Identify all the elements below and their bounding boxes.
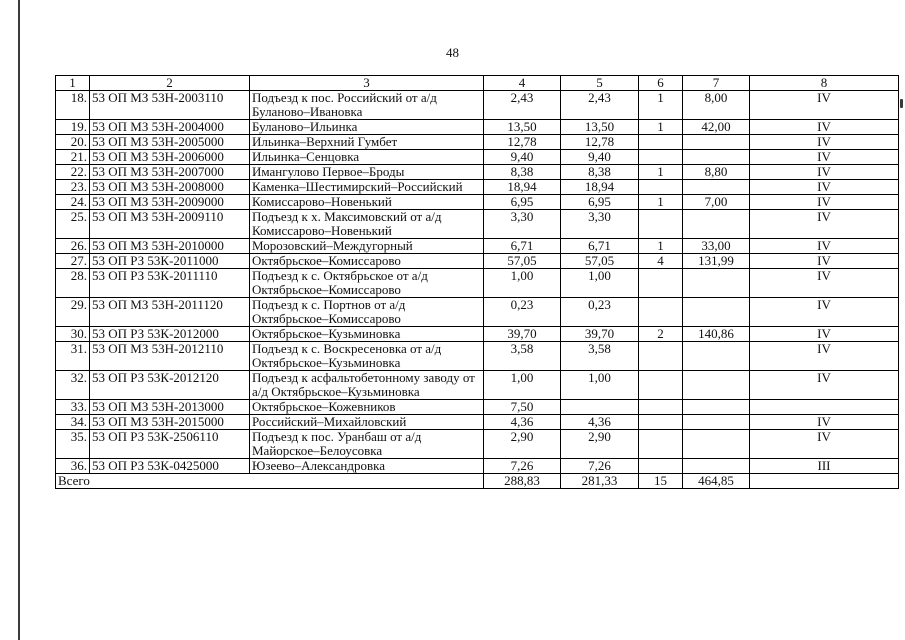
count-cell: 1: [639, 165, 683, 180]
row-number-cell: 36.: [56, 459, 90, 474]
count-cell: 1: [639, 120, 683, 135]
road-id-cell: 53 ОП МЗ 53Н-2009110: [90, 210, 250, 239]
length-cell: 8,00: [683, 91, 750, 120]
length-cell: 12,78: [484, 135, 561, 150]
length-cell: 6,71: [561, 239, 639, 254]
count-cell: 1: [639, 91, 683, 120]
length-cell: 3,30: [484, 210, 561, 239]
road-id-cell: 53 ОП МЗ 53Н-2010000: [90, 239, 250, 254]
length-cell: 2,90: [561, 430, 639, 459]
length-cell: 7,26: [484, 459, 561, 474]
length-cell: 1,00: [484, 371, 561, 400]
road-id-cell: 53 ОП МЗ 53Н-2011120: [90, 298, 250, 327]
length-cell: 39,70: [561, 327, 639, 342]
length-cell: 39,70: [484, 327, 561, 342]
road-name-cell: Подъезд к пос. Уранбаш от а/д Майорское–Белоусовка: [250, 430, 484, 459]
road-name-cell: Октябрьское–Комиссарово: [250, 254, 484, 269]
length-cell: [683, 459, 750, 474]
road-id-cell: 53 ОП РЗ 53К-2011000: [90, 254, 250, 269]
table-row: [56, 239, 899, 254]
table-row: [56, 327, 899, 342]
length-cell: 2,43: [561, 91, 639, 120]
road-id-cell: 53 ОП МЗ 53Н-2004000: [90, 120, 250, 135]
road-id-cell: 53 ОП МЗ 53Н-2015000: [90, 415, 250, 430]
road-name-cell: Российский–Михайловский: [250, 415, 484, 430]
length-cell: 33,00: [683, 239, 750, 254]
row-number-cell: 20.: [56, 135, 90, 150]
total-category-cell: [750, 474, 899, 489]
length-cell: 0,23: [561, 298, 639, 327]
length-cell: [683, 135, 750, 150]
row-number-cell: 28.: [56, 269, 90, 298]
road-name-cell: Подъезд к с. Воскресеновка от а/д Октябрьское–Кузьминовка: [250, 342, 484, 371]
count-cell: [639, 430, 683, 459]
row-number-cell: 24.: [56, 195, 90, 210]
category-cell: IV: [750, 91, 899, 120]
row-number-cell: 33.: [56, 400, 90, 415]
category-cell: [750, 400, 899, 415]
length-cell: 8,38: [561, 165, 639, 180]
length-cell: 9,40: [561, 150, 639, 165]
length-cell: 7,00: [683, 195, 750, 210]
road-id-cell: 53 ОП МЗ 53Н-2012110: [90, 342, 250, 371]
road-name-cell: Ильинка–Сенцовка: [250, 150, 484, 165]
length-cell: 9,40: [484, 150, 561, 165]
row-number-cell: 29.: [56, 298, 90, 327]
table-row: [56, 415, 899, 430]
count-cell: [639, 459, 683, 474]
table-row: [56, 298, 899, 327]
road-id-cell: 53 ОП МЗ 53Н-2008000: [90, 180, 250, 195]
header-cell: 5: [561, 76, 639, 91]
table-row: [56, 135, 899, 150]
category-cell: IV: [750, 195, 899, 210]
length-cell: 3,30: [561, 210, 639, 239]
length-cell: 1,00: [561, 371, 639, 400]
length-cell: 6,95: [484, 195, 561, 210]
length-cell: 131,99: [683, 254, 750, 269]
header-cell: 8: [750, 76, 899, 91]
header-cell: 7: [683, 76, 750, 91]
count-cell: [639, 415, 683, 430]
scan-edge-mark: [900, 99, 903, 108]
page-number: 48: [446, 45, 459, 60]
road-name-cell: Октябрьское–Кожевников: [250, 400, 484, 415]
table-header-row: [56, 76, 899, 91]
category-cell: IV: [750, 210, 899, 239]
row-number-cell: 26.: [56, 239, 90, 254]
road-id-cell: 53 ОП РЗ 53К-2011110: [90, 269, 250, 298]
count-cell: [639, 342, 683, 371]
length-cell: 140,86: [683, 327, 750, 342]
length-cell: 6,95: [561, 195, 639, 210]
count-cell: [639, 298, 683, 327]
category-cell: IV: [750, 135, 899, 150]
category-cell: IV: [750, 430, 899, 459]
count-cell: [639, 269, 683, 298]
total-label: Всего: [56, 474, 484, 489]
road-name-cell: Каменка–Шестимирский–Российский: [250, 180, 484, 195]
table-row: [56, 210, 899, 239]
length-cell: [683, 298, 750, 327]
table-row: [56, 165, 899, 180]
category-cell: IV: [750, 165, 899, 180]
table-row: [56, 459, 899, 474]
length-cell: 13,50: [561, 120, 639, 135]
length-cell: 57,05: [484, 254, 561, 269]
scan-edge-line: [18, 0, 20, 640]
road-id-cell: 53 ОП МЗ 53Н-2007000: [90, 165, 250, 180]
row-number-cell: 18.: [56, 91, 90, 120]
count-cell: 1: [639, 195, 683, 210]
road-name-cell: Имангулово Первое–Броды: [250, 165, 484, 180]
total-row: [56, 474, 899, 489]
table-row: [56, 400, 899, 415]
table-row: [56, 91, 899, 120]
road-id-cell: 53 ОП МЗ 53Н-2013000: [90, 400, 250, 415]
table-row: [56, 120, 899, 135]
row-number-cell: 27.: [56, 254, 90, 269]
count-cell: [639, 135, 683, 150]
category-cell: IV: [750, 415, 899, 430]
road-name-cell: Морозовский–Междугорный: [250, 239, 484, 254]
row-number-cell: 35.: [56, 430, 90, 459]
category-cell: IV: [750, 298, 899, 327]
row-number-cell: 23.: [56, 180, 90, 195]
table-row: [56, 371, 899, 400]
count-cell: [639, 210, 683, 239]
length-cell: [683, 269, 750, 298]
category-cell: IV: [750, 269, 899, 298]
length-cell: 8,80: [683, 165, 750, 180]
total-count-cell: 15: [639, 474, 683, 489]
table-row: [56, 150, 899, 165]
road-name-cell: Буланово–Ильинка: [250, 120, 484, 135]
header-cell: 2: [90, 76, 250, 91]
length-cell: 18,94: [484, 180, 561, 195]
road-name-cell: Ильинка–Верхний Гумбет: [250, 135, 484, 150]
row-number-cell: 30.: [56, 327, 90, 342]
category-cell: III: [750, 459, 899, 474]
length-cell: 2,90: [484, 430, 561, 459]
road-name-cell: Подъезд к асфальтобетонному заводу от а/д Октябрьское–Кузьминовка: [250, 371, 484, 400]
category-cell: IV: [750, 120, 899, 135]
row-number-cell: 19.: [56, 120, 90, 135]
total-length-cell: 288,83: [484, 474, 561, 489]
row-number-cell: 22.: [56, 165, 90, 180]
table-row: [56, 254, 899, 269]
table-body: [56, 76, 899, 489]
length-cell: [683, 371, 750, 400]
count-cell: [639, 371, 683, 400]
road-id-cell: 53 ОП РЗ 53К-2506110: [90, 430, 250, 459]
length-cell: [683, 180, 750, 195]
road-id-cell: 53 ОП МЗ 53Н-2006000: [90, 150, 250, 165]
road-id-cell: 53 ОП МЗ 53Н-2009000: [90, 195, 250, 210]
table-row: [56, 195, 899, 210]
header-cell: 6: [639, 76, 683, 91]
length-cell: 18,94: [561, 180, 639, 195]
category-cell: IV: [750, 371, 899, 400]
category-cell: IV: [750, 239, 899, 254]
length-cell: [683, 210, 750, 239]
length-cell: 6,71: [484, 239, 561, 254]
road-name-cell: Подъезд к пос. Российский от а/д Буланово–Ивановка: [250, 91, 484, 120]
road-id-cell: 53 ОП МЗ 53Н-2003110: [90, 91, 250, 120]
row-number-cell: 21.: [56, 150, 90, 165]
length-cell: 57,05: [561, 254, 639, 269]
header-cell: 1: [56, 76, 90, 91]
length-cell: [683, 150, 750, 165]
total-length-cell: 464,85: [683, 474, 750, 489]
road-name-cell: Комиссарово–Новенький: [250, 195, 484, 210]
total-length-cell: 281,33: [561, 474, 639, 489]
count-cell: [639, 400, 683, 415]
road-id-cell: 53 ОП МЗ 53Н-2005000: [90, 135, 250, 150]
row-number-cell: 31.: [56, 342, 90, 371]
length-cell: 13,50: [484, 120, 561, 135]
row-number-cell: 34.: [56, 415, 90, 430]
length-cell: [683, 415, 750, 430]
row-number-cell: 25.: [56, 210, 90, 239]
roads-table: [55, 75, 899, 489]
length-cell: [683, 400, 750, 415]
count-cell: [639, 150, 683, 165]
header-cell: 4: [484, 76, 561, 91]
length-cell: 12,78: [561, 135, 639, 150]
count-cell: 2: [639, 327, 683, 342]
table-row: [56, 430, 899, 459]
table-row: [56, 342, 899, 371]
length-cell: 7,50: [484, 400, 561, 415]
length-cell: 1,00: [561, 269, 639, 298]
road-id-cell: 53 ОП РЗ 53К-2012120: [90, 371, 250, 400]
length-cell: 3,58: [484, 342, 561, 371]
category-cell: IV: [750, 150, 899, 165]
category-cell: IV: [750, 180, 899, 195]
length-cell: 0,23: [484, 298, 561, 327]
length-cell: 3,58: [561, 342, 639, 371]
length-cell: [683, 430, 750, 459]
table-row: [56, 180, 899, 195]
length-cell: 2,43: [484, 91, 561, 120]
road-name-cell: Подъезд к х. Максимовский от а/д Комиссарово–Новенький: [250, 210, 484, 239]
category-cell: IV: [750, 342, 899, 371]
count-cell: [639, 180, 683, 195]
category-cell: IV: [750, 327, 899, 342]
road-id-cell: 53 ОП РЗ 53К-2012000: [90, 327, 250, 342]
length-cell: [683, 342, 750, 371]
header-cell: 3: [250, 76, 484, 91]
length-cell: [561, 400, 639, 415]
road-id-cell: 53 ОП РЗ 53К-0425000: [90, 459, 250, 474]
road-name-cell: Подъезд к с. Портнов от а/д Октябрьское–Комиссарово: [250, 298, 484, 327]
row-number-cell: 32.: [56, 371, 90, 400]
road-name-cell: Юзеево–Александровка: [250, 459, 484, 474]
category-cell: IV: [750, 254, 899, 269]
length-cell: 1,00: [484, 269, 561, 298]
count-cell: 4: [639, 254, 683, 269]
length-cell: 4,36: [484, 415, 561, 430]
table-row: [56, 269, 899, 298]
length-cell: 7,26: [561, 459, 639, 474]
road-name-cell: Подъезд к с. Октябрьское от а/д Октябрьское–Комиссарово: [250, 269, 484, 298]
length-cell: 4,36: [561, 415, 639, 430]
length-cell: 8,38: [484, 165, 561, 180]
length-cell: 42,00: [683, 120, 750, 135]
road-name-cell: Октябрьское–Кузьминовка: [250, 327, 484, 342]
count-cell: 1: [639, 239, 683, 254]
